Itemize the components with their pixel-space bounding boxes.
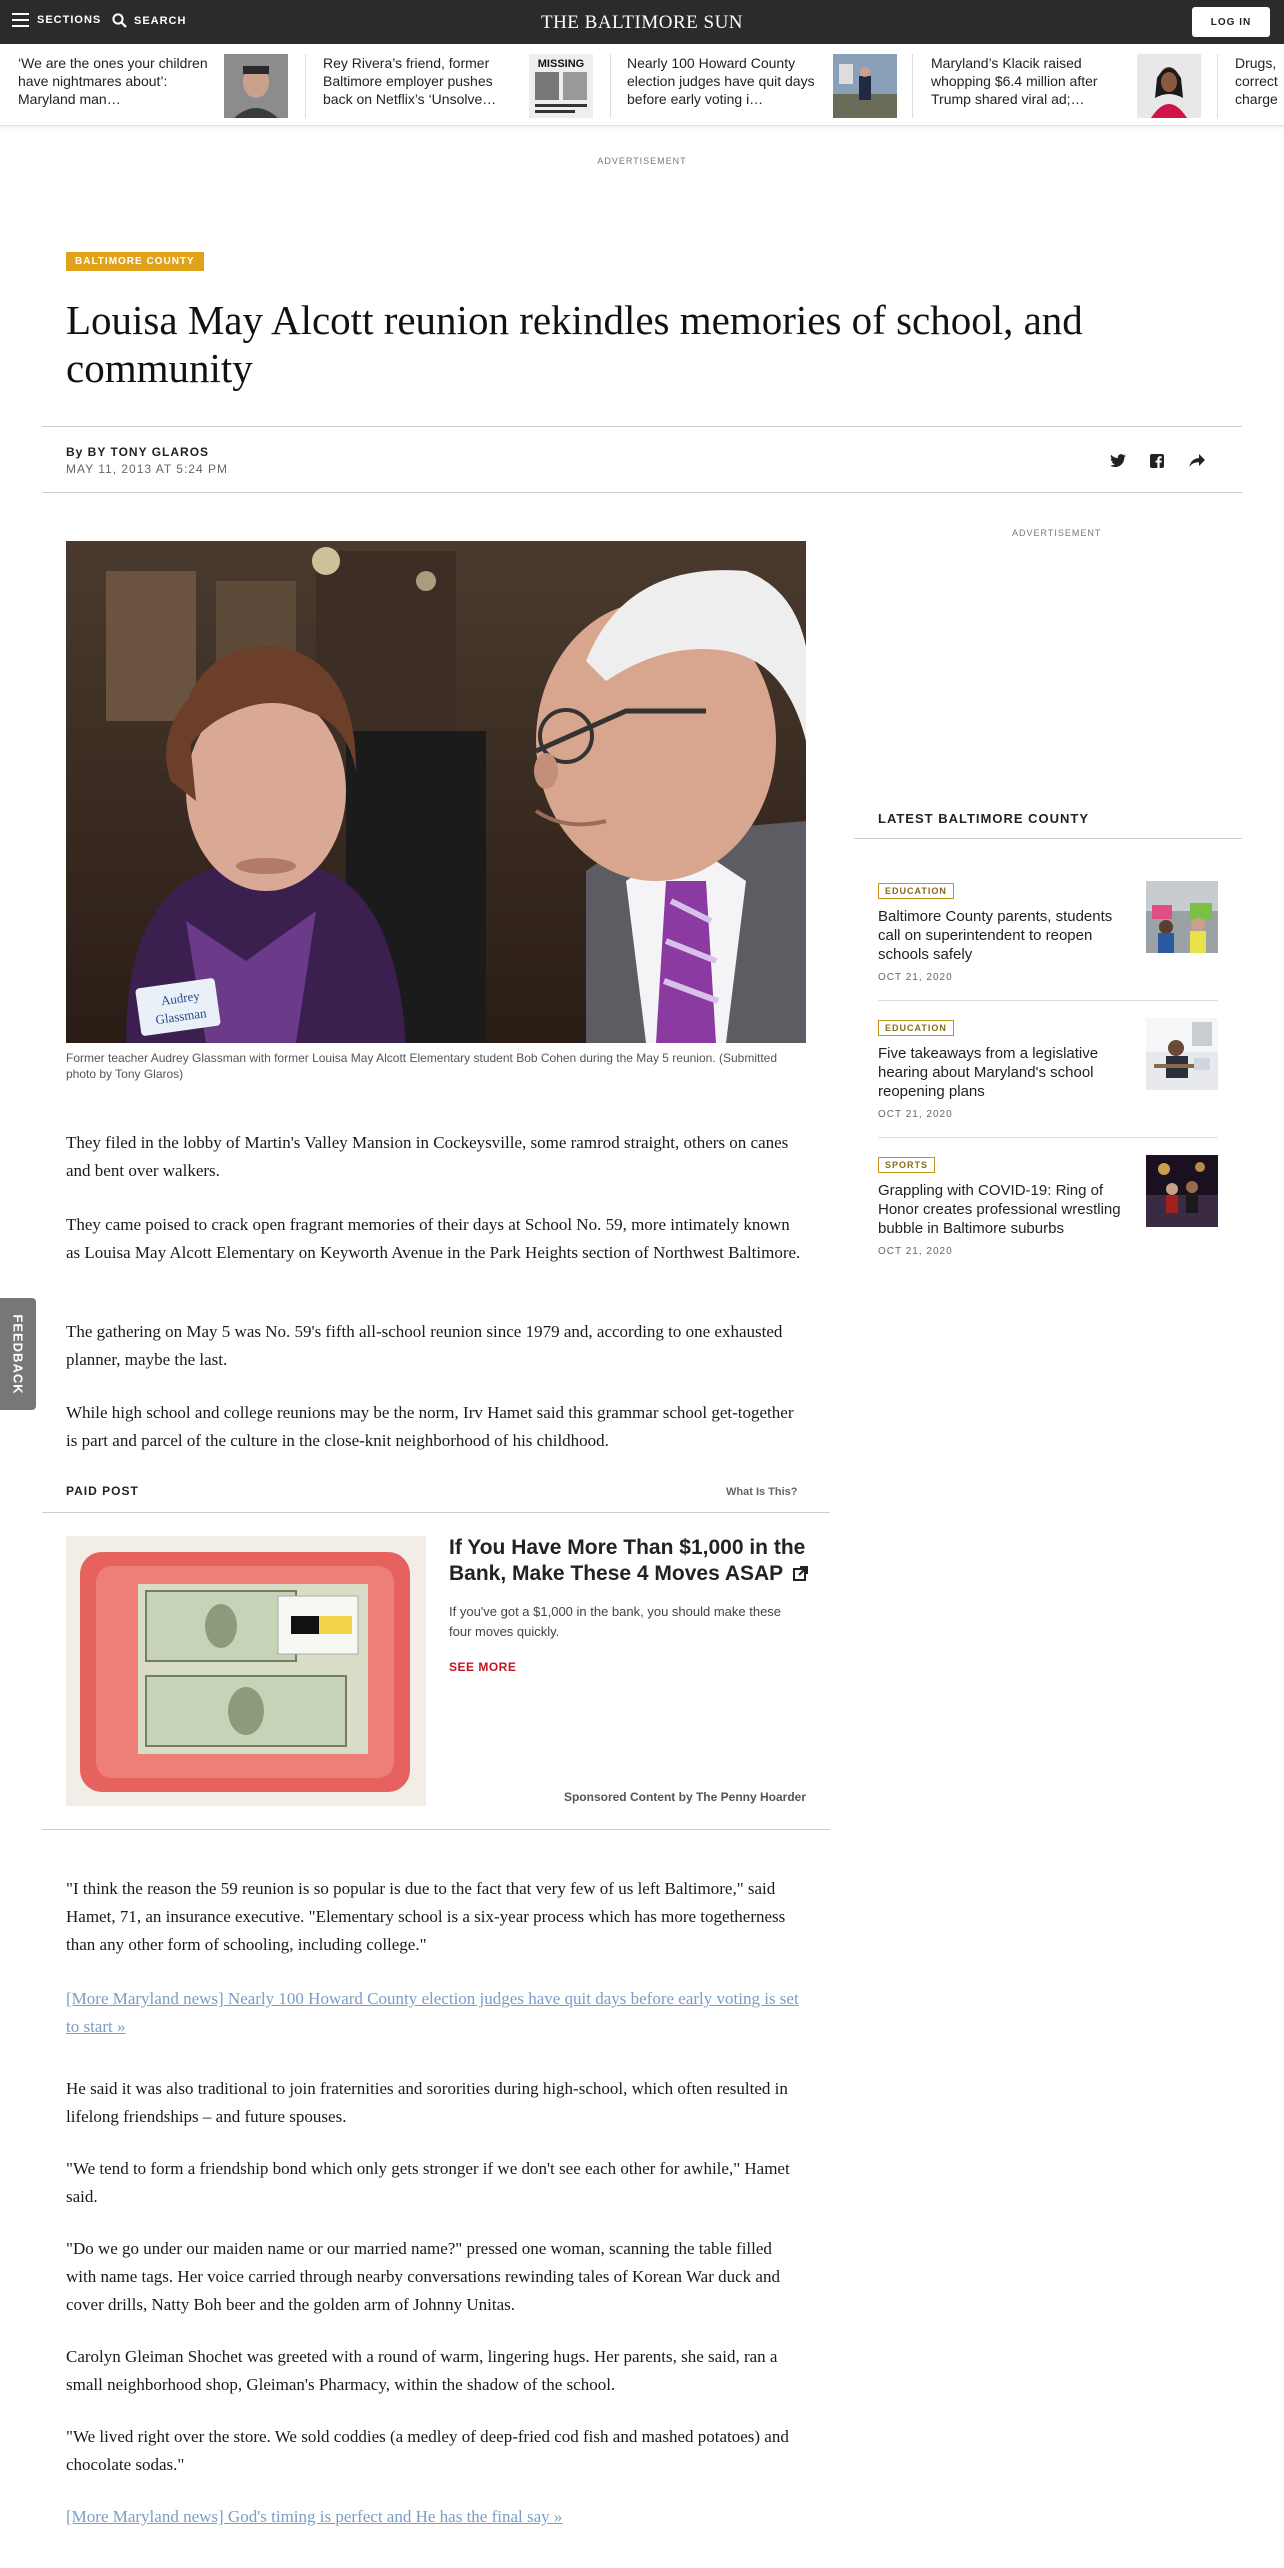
article-photo	[66, 541, 806, 1043]
article-paragraph: "Do we go under our maiden name or our married name?" pressed one woman, scanning the table filled with name tags. Her voice carried through nearby conversations rewinding tales of Korean War duck and cover drills, Natty Boh beer and the golden arm of Johnny Unitas.	[66, 2239, 780, 2314]
strip-headline-1[interactable]	[18, 54, 208, 118]
headline-strip	[0, 44, 1284, 126]
strip-headline-text: Drugs, correct charge	[1235, 55, 1278, 107]
publish-date: MAY 11, 2013 AT 5:24 PM	[66, 462, 228, 476]
sections-label: SECTIONS	[37, 14, 102, 26]
sidebar-item-thumbnail[interactable]	[1146, 1155, 1218, 1227]
strip-divider	[912, 54, 913, 118]
paid-post-title[interactable]	[449, 1535, 809, 1587]
strip-headline-3[interactable]	[627, 54, 817, 118]
byline: By BY TONY GLAROS	[66, 445, 210, 459]
twitter-share-button[interactable]	[1106, 449, 1130, 473]
feedback-label: FEEDBACK	[10, 1313, 26, 1395]
sidebar-item-headline[interactable]: Five takeaways from a legislative hearing about Maryland's school reopening plans	[878, 1045, 1099, 1100]
byline-bar	[42, 426, 1242, 493]
strip-thumbnail	[833, 54, 897, 118]
sidebar-item-thumbnail[interactable]	[1146, 881, 1218, 953]
sponsored-by: Sponsored Content by The Penny Hoarder	[563, 1790, 806, 1804]
sidebar-advertisement-label: ADVERTISEMENT	[1012, 528, 1102, 538]
feedback-tab[interactable]	[0, 1298, 36, 1410]
what-is-this-link[interactable]: What Is This?	[726, 1486, 798, 1498]
sidebar-separator	[878, 1137, 1218, 1138]
facebook-icon	[1150, 454, 1164, 468]
sidebar-item-headline[interactable]: Baltimore County parents, students call on superintendent to reopen schools safely	[878, 908, 1113, 963]
strip-thumbnail	[224, 54, 288, 118]
svg-text:Glassman: Glassman	[154, 1005, 208, 1028]
facebook-share-button[interactable]	[1145, 449, 1169, 473]
paid-post-divider	[42, 1512, 830, 1513]
strip-headline-text: Rey Rivera’s friend, former Baltimore employer pushes back on Netflix’s ‘Unsolve…	[323, 55, 497, 107]
sidebar-item-date: OCT 21, 2020	[878, 1109, 953, 1120]
sidebar-item[interactable]	[878, 881, 1218, 983]
article-paragraph: While high school and college reunions may be the norm, Irv Hamet said this grammar school get-together is part and parcel of the culture in the close-knit neighborhood of his childhood.	[66, 1403, 794, 1450]
photo-image	[66, 541, 806, 1043]
sidebar-item-thumbnail[interactable]	[1146, 1018, 1218, 1090]
paid-post-image[interactable]	[66, 1536, 426, 1806]
strip-headline-text: Nearly 100 Howard County election judges have quit days before early voting i…	[627, 55, 815, 107]
strip-divider	[1217, 54, 1218, 118]
article-paragraph: "I think the reason the 59 reunion is so popular is due to the fact that very few of us left Baltimore," said Hamet, 71, an insurance executive. "Elementary school is a six-year process which has more togetherness than any other form of schooling, including college."	[66, 1879, 786, 1954]
article-paragraph: "We tend to form a friendship bond which only gets stronger if we don't see each other for awhile," Hamet said.	[66, 2159, 790, 2206]
site-logo[interactable]: THE BALTIMORE SUN	[540, 12, 744, 33]
paid-post-label: PAID POST	[66, 1484, 139, 1498]
sections-button[interactable]	[12, 13, 101, 27]
sidebar-separator	[878, 1000, 1218, 1001]
svg-text:MISSING: MISSING	[537, 58, 585, 70]
sidebar-item-badge[interactable]: EDUCATION	[878, 883, 954, 899]
sidebar-item-headline[interactable]: Grappling with COVID-19: Ring of Honor creates professional wrestling bubble in Baltimore suburbs	[878, 1182, 1121, 1237]
sidebar-item-date: OCT 21, 2020	[878, 1246, 953, 1257]
article-paragraph: They filed in the lobby of Martin's Valley Mansion in Cockeysville, some ramrod straight, others on canes and bent over walkers.	[66, 1133, 789, 1180]
strip-thumbnail	[1137, 54, 1201, 118]
strip-divider	[610, 54, 611, 118]
strip-thumbnail	[529, 54, 593, 118]
article-paragraph: "We lived right over the store. We sold coddies (a medley of deep-fried cod fish and mashed potatoes) and chocolate sodas."	[66, 2427, 789, 2474]
twitter-icon	[1110, 454, 1126, 468]
see-more-link[interactable]: SEE MORE	[449, 1660, 517, 1674]
sidebar-item[interactable]	[878, 1018, 1218, 1120]
strip-headline-text: Maryland’s Klacik raised whopping $6.4 million after Trump shared viral ad;…	[931, 55, 1098, 107]
login-button[interactable]: LOG IN	[1192, 7, 1270, 37]
advertisement-label: ADVERTISEMENT	[597, 156, 687, 166]
strip-headline-4[interactable]	[931, 54, 1121, 118]
paid-post-description: If you've got a $1,000 in the bank, you should make these four moves quickly.	[449, 1604, 782, 1639]
sidebar-item-date: OCT 21, 2020	[878, 972, 953, 983]
menu-icon	[12, 13, 29, 27]
more-news-link[interactable]: [More Maryland news] Nearly 100 Howard County election judges have quit days before early voting is set to start »	[66, 1989, 799, 2036]
sidebar-item-badge[interactable]: SPORTS	[878, 1157, 935, 1173]
paid-post-divider	[42, 1829, 830, 1830]
top-nav	[0, 0, 1284, 44]
article-paragraph: He said it was also traditional to join fraternities and sororities during high-school, which often resulted in lifelong friendships – and future spouses.	[66, 2079, 788, 2126]
sidebar-item-badge[interactable]: EDUCATION	[878, 1020, 954, 1036]
sidebar-rule	[854, 838, 1242, 839]
section-kicker[interactable]: BALTIMORE COUNTY	[66, 252, 204, 271]
more-news-link[interactable]: [More Maryland news] God's timing is perfect and He has the final say »	[66, 2507, 563, 2526]
share-button[interactable]	[1185, 449, 1209, 473]
name-tag: Audrey	[159, 987, 201, 1009]
article-paragraph: Carolyn Gleiman Shochet was greeted with a round of warm, lingering hugs. Her parents, she said, ran a small neighborhood shop, Gleiman's Pharmacy, within the shadow of the school.	[66, 2347, 778, 2394]
search-button[interactable]	[112, 13, 186, 28]
article-paragraph: They came poised to crack open fragrant memories of their days at School No. 59, more intimately known as Louisa May Alcott Elementary on Keyworth Avenue in the Park Heights section of Northwest Baltimore.	[66, 1215, 801, 1262]
share-arrow-icon	[1189, 454, 1205, 468]
search-label: SEARCH	[134, 14, 187, 27]
sidebar-title: LATEST BALTIMORE COUNTY	[878, 811, 1090, 826]
external-link-icon	[793, 1566, 808, 1581]
strip-divider	[305, 54, 306, 118]
strip-headline-5[interactable]	[1235, 54, 1284, 118]
article-paragraph: The gathering on May 5 was No. 59's fifth all-school reunion since 1979 and, according to one exhausted planner, maybe the last.	[66, 1322, 783, 1369]
photo-caption: Former teacher Audrey Glassman with former Louisa May Alcott Elementary student Bob Cohen during the May 5 reunion. (Submitted photo by Tony Glaros)	[66, 1051, 778, 1081]
strip-headline-2[interactable]	[323, 54, 585, 118]
search-icon	[112, 13, 127, 28]
strip-headline-text: ‘We are the ones your children have nightmares about’: Maryland man…	[18, 55, 208, 107]
article-headline: Louisa May Alcott reunion rekindles memories of school, and community	[66, 297, 1083, 391]
sidebar-item[interactable]	[878, 1155, 1218, 1257]
money-tray-image	[66, 1536, 426, 1806]
paid-post-title-text: If You Have More Than $1,000 in the Bank, Make These 4 Moves ASAP	[449, 1536, 806, 1585]
